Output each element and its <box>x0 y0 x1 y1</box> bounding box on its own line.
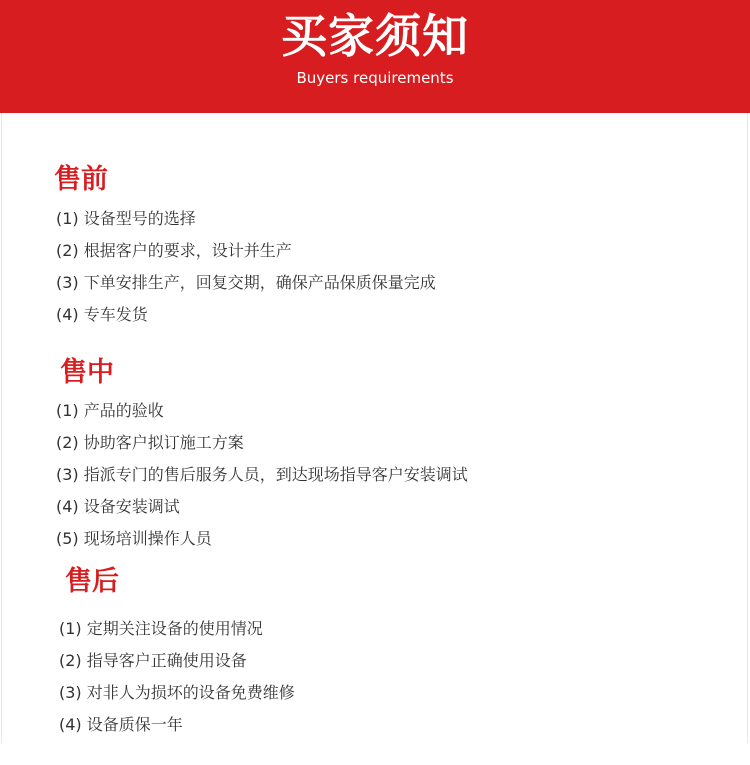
list-item: (2) 根据客户的要求，设计并生产 <box>56 241 292 260</box>
list-item: (1) 设备型号的选择 <box>56 209 196 228</box>
section-title-in-sale: 售中 <box>60 357 114 388</box>
list-item: (1) 定期关注设备的使用情况 <box>59 619 263 638</box>
section-title-after-sale: 售后 <box>65 566 119 597</box>
section-title-pre-sale: 售前 <box>54 164 108 195</box>
list-item: (3) 对非人为损坏的设备免费维修 <box>59 683 295 702</box>
list-item: (5) 现场培训操作人员 <box>56 529 212 548</box>
page-title: 买家须知 <box>281 9 469 63</box>
header-banner <box>0 0 750 113</box>
list-item: (3) 下单安排生产，回复交期，确保产品保质保量完成 <box>56 273 436 292</box>
list-item: (2) 协助客户拟订施工方案 <box>56 433 244 452</box>
content-panel <box>1 113 748 743</box>
list-item: (3) 指派专门的售后服务人员，到达现场指导客户安装调试 <box>56 465 468 484</box>
list-item: (4) 设备安装调试 <box>56 497 180 516</box>
list-item: (2) 指导客户正确使用设备 <box>59 651 247 670</box>
list-item: (4) 设备质保一年 <box>59 715 183 734</box>
list-item: (1) 产品的验收 <box>56 401 164 420</box>
page-subtitle: Buyers requirements <box>296 69 454 87</box>
list-item: (4) 专车发货 <box>56 305 148 324</box>
